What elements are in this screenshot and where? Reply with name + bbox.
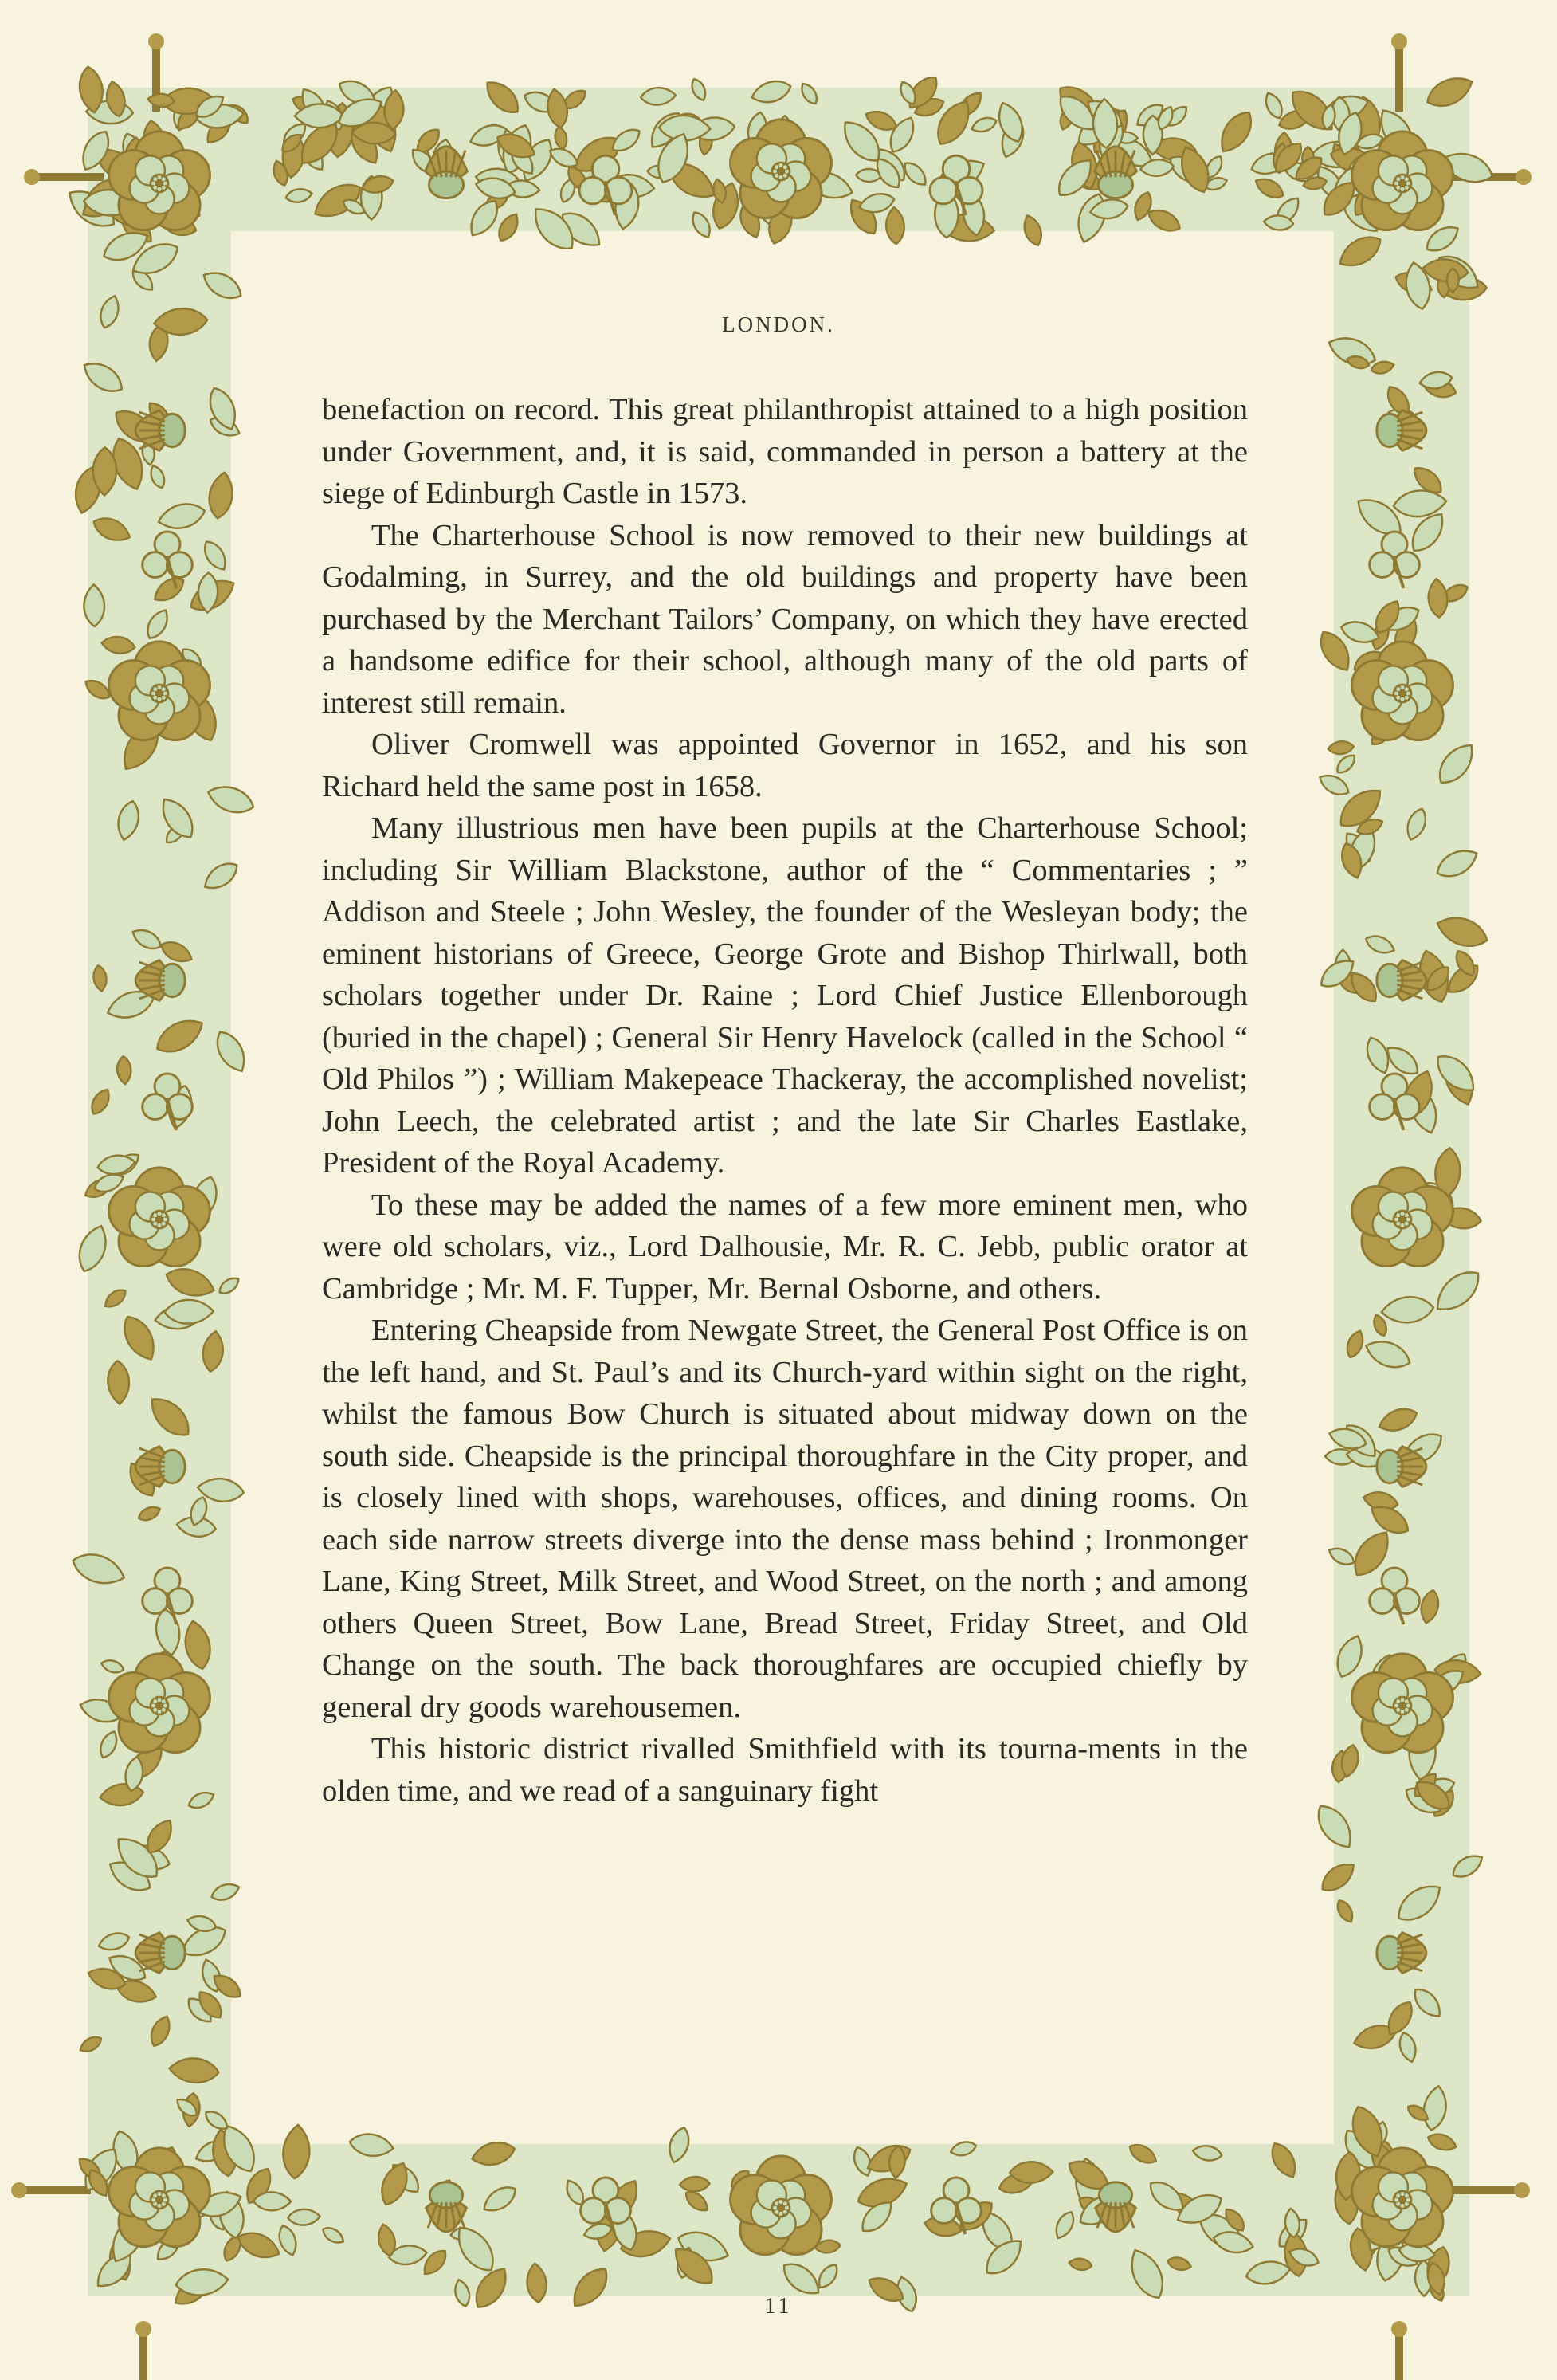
page-number: 11: [764, 2294, 793, 2319]
cross-finial-icon: [1391, 2321, 1407, 2380]
paragraph: Entering Cheapside from Newgate Street, the General Post Office is on the left hand, and St. Paul’s and its Church-yard within sight on the right, whilst the famous Bow Church is situated about midway down on the south side. Cheapside is the principal thoroughfare in the City proper, and is closely lined with shops, warehouses, offices, and dining rooms. On each side narrow streets diverge into the dense mass behind ; Ironmonger Lane, King Street, Milk Street, and Wood Street, on the north ; and among others Queen Street, Bow Lane, Bread Street, Friday Street, and Old Change on the south. The back thoroughfares are occupied chiefly by general dry goods warehousemen.: [322, 1314, 1248, 1724]
paragraph: benefaction on record. This great philanthropist attained to a high position under Government, and, it is said, commanded in person a battery at the siege of Edinburgh Castle in 1573.: [322, 393, 1248, 510]
paragraph: Many illustrious men have been pupils at the Charterhouse School; including Sir William Blackstone, author of the “ Commentaries ; ” Addison and Steele ; John Wesley, the founder of the Wesleyan body; the eminent historians of Greece, George Grote and Bishop Thirlwall, both scholars together under Dr. Raine ; Lord Chief Justice Ellenborough (buried in the chapel) ; General Sir Henry Havelock (called in the School “ Old Philos ”) ; William Makepeace Thackeray, the accomplished novelist; John Leech, the celebrated artist ; and the late Sir Charles Eastlake, President of the Royal Academy.: [322, 811, 1248, 1180]
cross-finial-icon: [135, 2321, 151, 2380]
paragraph: This historic district rivalled Smithfield with its tourna-ments in the olden time, and we read of a sanguinary fight: [322, 1732, 1248, 1808]
running-head: LONDON.: [722, 312, 835, 336]
paragraph: Oliver Cromwell was appointed Governor in 1652, and his son Richard held the same post in 1658.: [322, 728, 1248, 803]
leaf-ornament: [1447, 269, 1459, 293]
paragraph: To these may be added the names of a few more eminent men, who were old scholars, viz., Lord Dalhousie, Mr. R. C. Jebb, public orator at Cambridge ; Mr. M. F. Tupper, Mr. Bernal Osborne, and others.: [322, 1188, 1248, 1306]
cross-finial-icon: [11, 2182, 91, 2198]
body-text: [322, 389, 1248, 1812]
paragraph: The Charterhouse School is now removed to their new buildings at Godalming, in Surrey, and the old buildings and property have been purchased by the Merchant Tailors’ Company, on which they have erected a handsome edifice for their school, although many of the old parts of interest still remain.: [322, 518, 1248, 720]
